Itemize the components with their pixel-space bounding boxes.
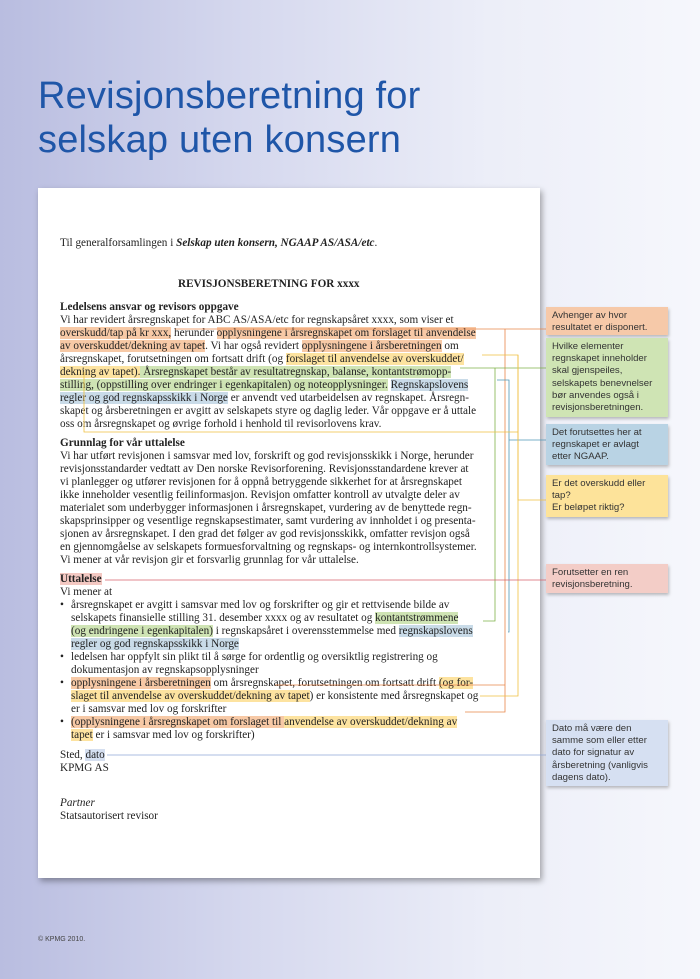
section-opinion: Uttalelse Vi mener at — [60, 573, 113, 598]
section-basis: Grunnlag for vår uttalelse Vi har utført revisjonen i samsvar med lov, forskrift og god revisjonsskikk i Norge, herunder revisjonsstandarder vedtatt av Den norske Revisorforening. Revisjonsstandardene krever at vi planlegger og utfører revisjonen for å oppnå betryggende sikkerhet for at årsregnskapet ikke inneholder vesentlig feilinformasjon. Revisjon omfatter kontroll av utvalgte deler av materialet som underbygger informasjonen i årsregnskapet, vurdering av de benyttede regn- skapsprinsipper og vesentlige regnskapsestimater, samt vurdering av innholdet i og presenta- sjonen av årsregnskapet. I den grad det følger av god revisjonsskikk, omfatter revisjon også en gjennomgåelse av selskapets formuesforvaltning og regnskaps- og internkontrollsystemer. Vi mener at vår revisjon gir et forsvarlig grunnlag for vår uttalelse. — [60, 437, 477, 566]
report-heading: REVISJONSBERETNING FOR xxxx — [178, 278, 360, 290]
title-line-1: Revisjonsberetning for — [38, 75, 421, 117]
connector-yellow-3 — [84, 372, 518, 432]
bullet-texts: årsregnskapet er avgitt i samsvar med lov og forskrifter og gir et rettvisende bilde av selskapets finansielle stilling 31. desember xxxx og av resultatet og kontantstrømmene (og endringene i egenkapitalen) i regnskapsåret i overensstemmelse med regnskapslovens regler og god regnskapsskikk i Norge ledelsen har oppfylt sin plikt til å sørge for ordentlig og oversiktlig registrering og dokumentasjon av regnskapsopplysninger opplysningene i årsberetningen om årsregnskapet, forutsetningen om fortsatt drift (og for- slaget til anvendelse av overskuddet/dekning av tapet) er konsistente med årsregnskapet og er i samsvar med lov og forskrifter (opplysningene i årsregnskapet om forslaget til anvendelse av overskuddet/dekning av tapet er i samsvar med lov og forskrifter) — [71, 599, 479, 741]
highlight-statement-elements: Årsregnskapet består av resultatregnskap, balanse, kontantstrømopp- — [140, 366, 452, 378]
bullet-marker: • — [60, 599, 64, 611]
company-name: KPMG AS — [60, 762, 109, 774]
highlight-directors-report: opplysningene i årsberetningen — [301, 340, 442, 352]
note-ngaap: Det forutsettes her at regnskapet er avlagt etter NGAAP. — [546, 424, 668, 465]
connector-yellow-2 — [480, 355, 518, 696]
highlight-ngaap: Regnskapslovens — [390, 379, 469, 391]
bullet-marker: • — [60, 651, 64, 663]
addressee-line: Til generalforsamlingen i Selskap uten konsern, NGAAP AS/ASA/etc. — [60, 237, 378, 249]
section-responsibility: Ledelsens ansvar og revisors oppgave Vi har revidert årsregnskapet for ABC AS/ASA/etc for regnskapsåret xxxx, som viser et overskudd/tap på kr xxx, herunder opplysningene i årsregnskapet om forslaget til anvendelse av overskuddet/dekning av tapet. Vi har også revidert opplysningene i årsberetningen om årsregnskapet, forutsetningen om fortsatt drift (og forslaget til anvendelse av overskuddet/ dekning av tapet). Årsregnskapet består av resultatregnskap, balanse, kontantstrømopp- stilling, (oppstilling over endringer i egenkapitalen) og noteopplysninger. Regnskapslovens regler og god regnskapsskikk i Norge er anvendt ved utarbeidelsen av regnskapet. Årsregn- skapet og årsberetningen er avgitt av selskapets styre og daglig leder. Vår oppgave er å uttale oss om årsregnskapet og øvrige forhold i henhold til revisorlovens krav. — [60, 301, 477, 430]
connector-orange-2 — [465, 329, 505, 712]
note-disposal: Avhenger av hvor resultatet er disponert. — [546, 307, 668, 335]
section-heading: Ledelsens ansvar og revisors oppgave — [60, 301, 239, 313]
note-date: Dato må være den samme som eller etter dato for signatur av årsberetning (vanligvis dagens dato). — [546, 720, 668, 786]
highlight-result: overskudd/tap på kr xxx, — [60, 327, 172, 339]
note-clean-opinion: Forutsetter en ren revisjonsberetning. — [546, 564, 668, 593]
signer-role: Statsautorisert revisor — [60, 810, 158, 822]
title-line-2: selskap uten konsern — [38, 119, 402, 161]
note-elements: Hvilke elementer regnskapet inneholder skal gjenspeiles, selskapets benevnelser bør anvendes også i revisjonsberetningen. — [546, 338, 668, 417]
bullet-marker: • — [60, 677, 64, 689]
signer-title: Partner — [60, 797, 95, 809]
section-heading: Grunnlag for vår uttalelse — [60, 437, 185, 449]
connector-yellow — [482, 355, 546, 500]
connector-blue — [497, 380, 509, 632]
connector-green-2 — [483, 368, 495, 621]
copyright: © KPMG 2010. — [38, 936, 86, 943]
highlight-clean-opinion: Uttalelse — [60, 573, 102, 585]
highlight-date: dato — [85, 749, 105, 761]
note-result: Er det overskudd eller tap? Er beløpet riktig? — [546, 475, 668, 517]
highlight-disposal-info: opplysningene i årsregnskapet om forslaget til anvendelse — [216, 327, 476, 339]
signature-block: Sted, dato KPMG AS — [60, 749, 109, 774]
bullet-marker: • — [60, 716, 64, 728]
